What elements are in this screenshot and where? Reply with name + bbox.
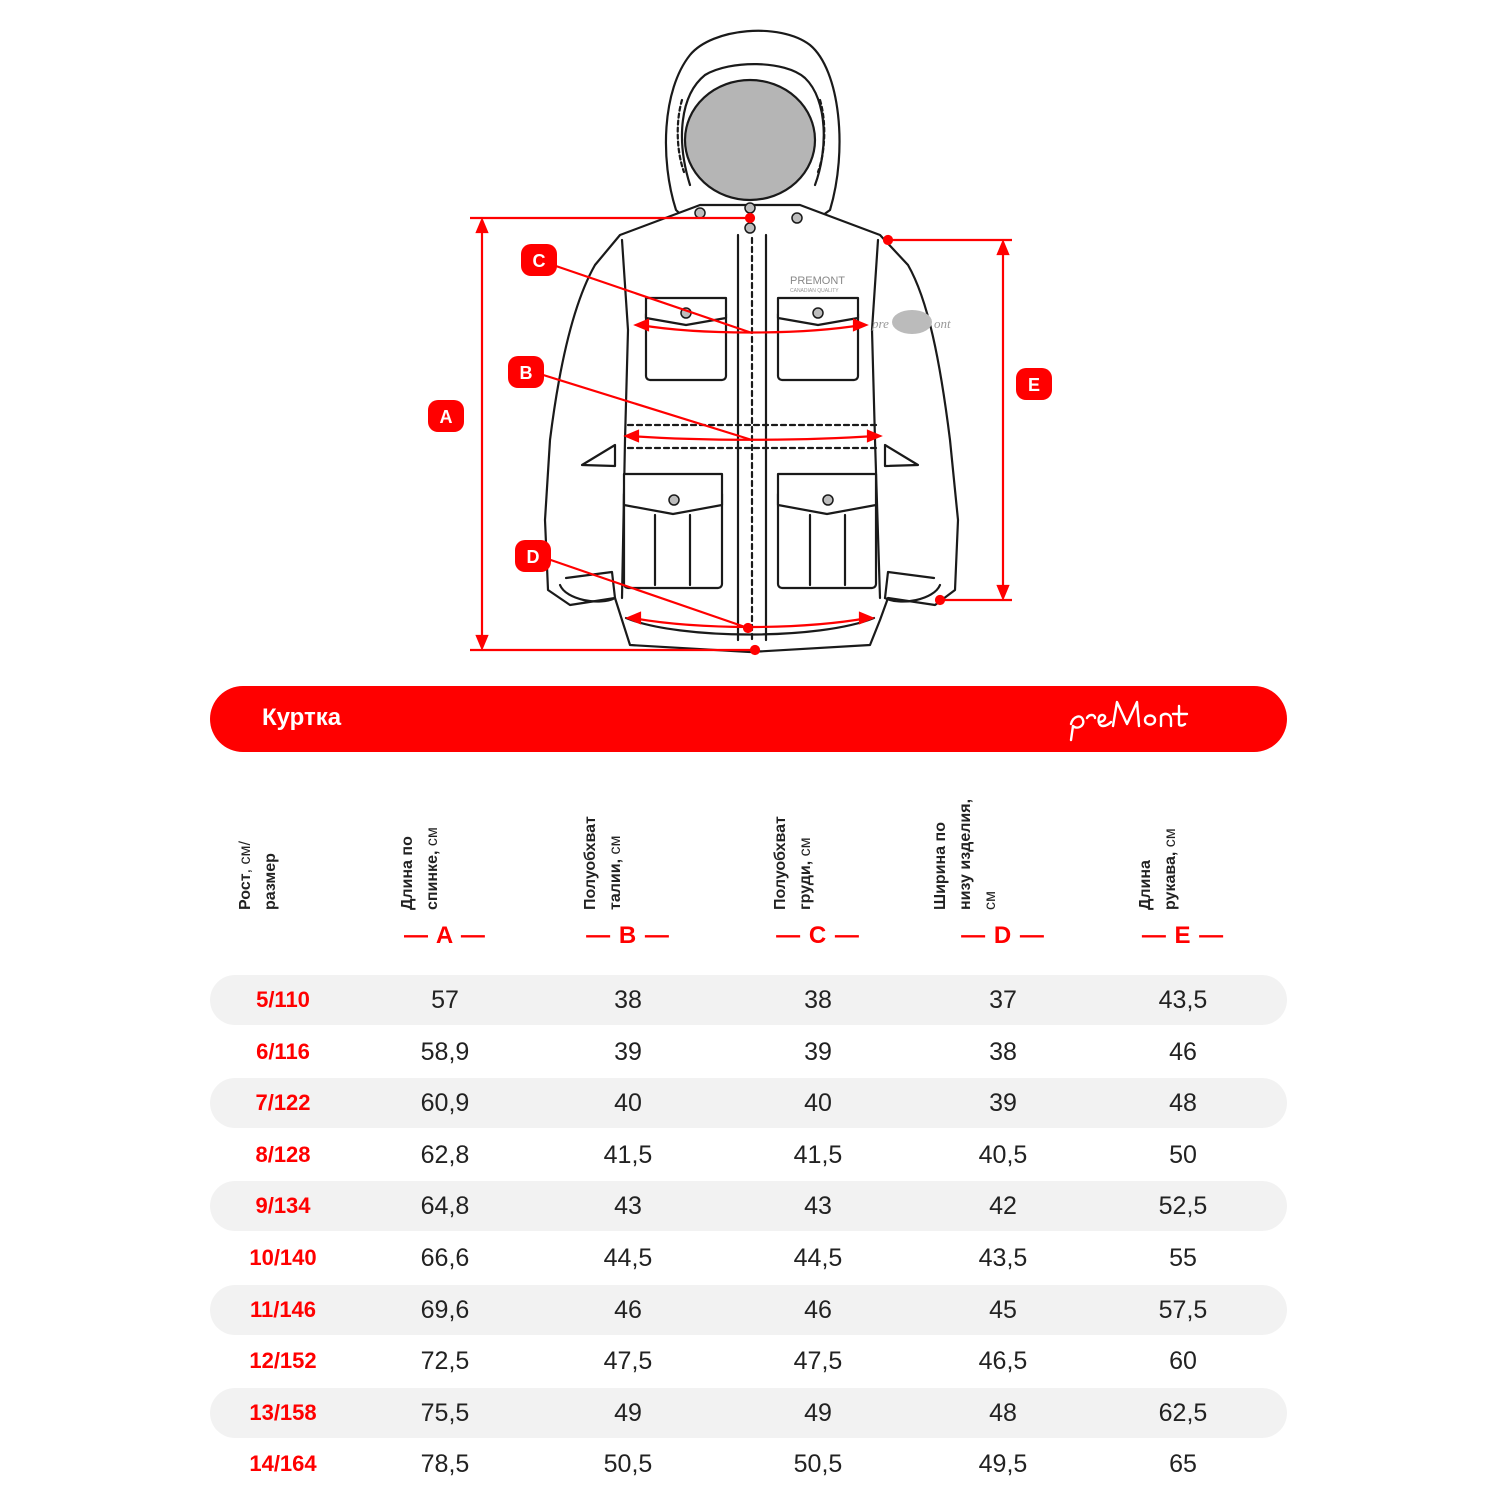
header-unit: , см/ — [237, 841, 254, 874]
column-header-sleeve-length — [1113, 780, 1253, 910]
column-header-label — [1133, 775, 1183, 910]
measurement-cell-sleeve-length: 43,5 — [1158, 986, 1208, 1014]
measurement-cell-waist: 50,5 — [603, 1450, 653, 1479]
column-letter-chest: — C — — [776, 922, 860, 949]
measurement-cell-hem-width: 48 — [989, 1398, 1017, 1427]
table-row — [210, 1439, 1287, 1489]
measurement-cell-chest: 43 — [804, 1192, 832, 1221]
measurement-cell-chest: 39 — [804, 1037, 832, 1066]
measurement-cell-waist: 39 — [614, 1037, 642, 1066]
label-a-badge — [428, 400, 464, 432]
measurement-cell-sleeve-length: 60 — [1169, 1347, 1197, 1376]
size-cell: 7/122 — [255, 1090, 311, 1116]
column-letter-back-length: — A — — [404, 922, 486, 949]
measurement-cell-waist: 47,5 — [603, 1347, 653, 1376]
measurement-cell-hem-width: 40,5 — [978, 1140, 1028, 1169]
measurement-cell-hem-width: 37 — [989, 986, 1017, 1014]
size-cell: 6/116 — [256, 1038, 310, 1064]
size-cell: 11/146 — [249, 1296, 317, 1322]
measurement-cell-sleeve-length: 46 — [1169, 1037, 1197, 1066]
size-cell: 13/158 — [249, 1399, 317, 1425]
measurement-cell-hem-width: 38 — [989, 1037, 1017, 1066]
measurement-cell-back-length: 58,9 — [420, 1037, 470, 1066]
column-header-hem-width — [933, 780, 1073, 910]
measurement-cell-back-length: 66,6 — [420, 1244, 470, 1272]
label-b-badge — [508, 356, 544, 388]
measurement-cell-hem-width: 42 — [989, 1192, 1017, 1221]
chest-logo-sub: CANADIAN QUALITY — [790, 288, 839, 294]
column-header-height-size — [213, 780, 353, 910]
measurement-cell-sleeve-length: 48 — [1169, 1089, 1197, 1118]
measurement-cell-sleeve-length: 50 — [1169, 1140, 1197, 1169]
column-header-chest — [748, 780, 888, 910]
measurement-cell-back-length: 78,5 — [420, 1450, 470, 1479]
measurement-cell-hem-width: 43,5 — [978, 1244, 1028, 1272]
measurement-cell-sleeve-length: 57,5 — [1158, 1295, 1208, 1324]
measurement-cell-chest: 41,5 — [793, 1140, 843, 1169]
header-text: Длина — [1137, 860, 1154, 910]
column-letter-waist: — B — — [586, 922, 670, 949]
size-cell: 10/140 — [249, 1245, 317, 1270]
header-text: груди, — [797, 860, 814, 910]
measurement-cell-chest: 44,5 — [793, 1244, 843, 1272]
measurement-cell-chest: 38 — [804, 986, 832, 1014]
measurement-cell-chest: 47,5 — [793, 1347, 843, 1376]
measurement-cell-sleeve-length: 62,5 — [1158, 1398, 1208, 1427]
header-text: спинке, — [424, 850, 441, 910]
svg-text:ont: ont — [934, 316, 951, 331]
column-header-back-length — [375, 780, 515, 910]
column-header-label — [578, 775, 628, 910]
measurement-cell-waist: 43 — [614, 1192, 642, 1221]
svg-text:A: A — [439, 407, 453, 427]
size-cell: 8/128 — [255, 1141, 311, 1167]
measurement-cell-back-length: 72,5 — [420, 1347, 470, 1376]
hood-opening — [685, 80, 815, 200]
header-unit: см — [797, 837, 814, 861]
table-row — [210, 1078, 1287, 1128]
measurement-cell-hem-width: 46,5 — [978, 1347, 1028, 1376]
measurement-cell-hem-width: 45 — [989, 1295, 1017, 1324]
measurement-cell-waist: 41,5 — [603, 1140, 653, 1169]
measurement-cell-waist: 49 — [614, 1398, 642, 1427]
product-title: Куртка — [262, 704, 342, 731]
measurement-cell-hem-width: 49,5 — [978, 1450, 1028, 1479]
label-d-badge — [515, 540, 551, 572]
measurement-cell-chest: 49 — [804, 1398, 832, 1427]
header-text: рукава, — [1162, 851, 1179, 910]
column-header-label — [928, 775, 1003, 910]
column-letter-hem-width: — D — — [961, 922, 1045, 949]
table-row — [210, 1130, 1287, 1180]
measurement-cell-back-length: 57 — [431, 986, 459, 1014]
measurement-cell-back-length: 60,9 — [420, 1089, 470, 1118]
measurement-cell-sleeve-length: 55 — [1169, 1244, 1197, 1272]
column-letter-sleeve-length: — E — — [1141, 922, 1225, 949]
column-header-waist — [558, 780, 698, 910]
measurement-cell-chest: 50,5 — [793, 1450, 843, 1479]
header-unit: см — [607, 835, 624, 859]
measurement-cell-sleeve-length: 65 — [1169, 1450, 1197, 1479]
measurement-cell-waist: 38 — [614, 986, 642, 1014]
table-row — [210, 975, 1287, 1025]
table-row — [210, 1285, 1287, 1335]
header-text: Полуобхват — [582, 816, 599, 910]
header-unit: см — [1162, 828, 1179, 852]
header-text: низу изделия, — [957, 798, 974, 910]
size-cell: 12/152 — [249, 1348, 317, 1374]
header-text: Полуобхват — [772, 816, 789, 910]
column-header-label — [233, 775, 283, 910]
measurement-cell-sleeve-length: 52,5 — [1158, 1192, 1208, 1221]
svg-text:B: B — [519, 363, 533, 383]
chest-logo: PREMONT — [790, 275, 845, 287]
table-row — [210, 1181, 1287, 1231]
header-text: талии, — [607, 858, 624, 910]
measurement-cell-waist: 44,5 — [603, 1244, 653, 1272]
measurement-cell-hem-width: 39 — [989, 1089, 1017, 1118]
header-unit: см — [424, 827, 441, 851]
jacket-measurement-diagram — [0, 0, 1500, 670]
measurement-cell-back-length: 64,8 — [420, 1192, 470, 1221]
size-cell: 9/134 — [255, 1193, 311, 1219]
svg-text:pre: pre — [872, 316, 889, 331]
measurement-cell-back-length: 62,8 — [420, 1140, 470, 1169]
header-text: Длина по — [399, 836, 416, 910]
header-text: Ширина по — [932, 822, 949, 910]
measurement-cell-back-length: 75,5 — [420, 1398, 470, 1427]
measurement-cell-chest: 40 — [804, 1089, 832, 1118]
table-row — [210, 1336, 1287, 1386]
measurement-cell-chest: 46 — [804, 1295, 832, 1324]
table-row — [210, 1233, 1287, 1283]
header-text: размер — [262, 853, 279, 910]
svg-text:D: D — [526, 547, 540, 567]
header-text: Рост — [237, 873, 254, 910]
label-e-badge — [1016, 368, 1052, 400]
size-cell: 5/110 — [256, 987, 310, 1012]
premont-logo — [1065, 694, 1235, 742]
table-row — [210, 1027, 1287, 1077]
column-header-label — [395, 775, 445, 910]
product-banner — [210, 686, 1287, 752]
table-row — [210, 1388, 1287, 1438]
svg-text:C: C — [532, 251, 546, 271]
measurement-cell-waist: 40 — [614, 1089, 642, 1118]
measurement-cell-back-length: 69,6 — [420, 1295, 470, 1324]
label-c-badge — [521, 244, 557, 276]
measurement-cell-waist: 46 — [614, 1295, 642, 1324]
column-header-label — [768, 775, 818, 910]
size-cell: 14/164 — [249, 1451, 317, 1477]
svg-text:E: E — [1027, 375, 1041, 395]
header-text: см — [982, 891, 999, 910]
